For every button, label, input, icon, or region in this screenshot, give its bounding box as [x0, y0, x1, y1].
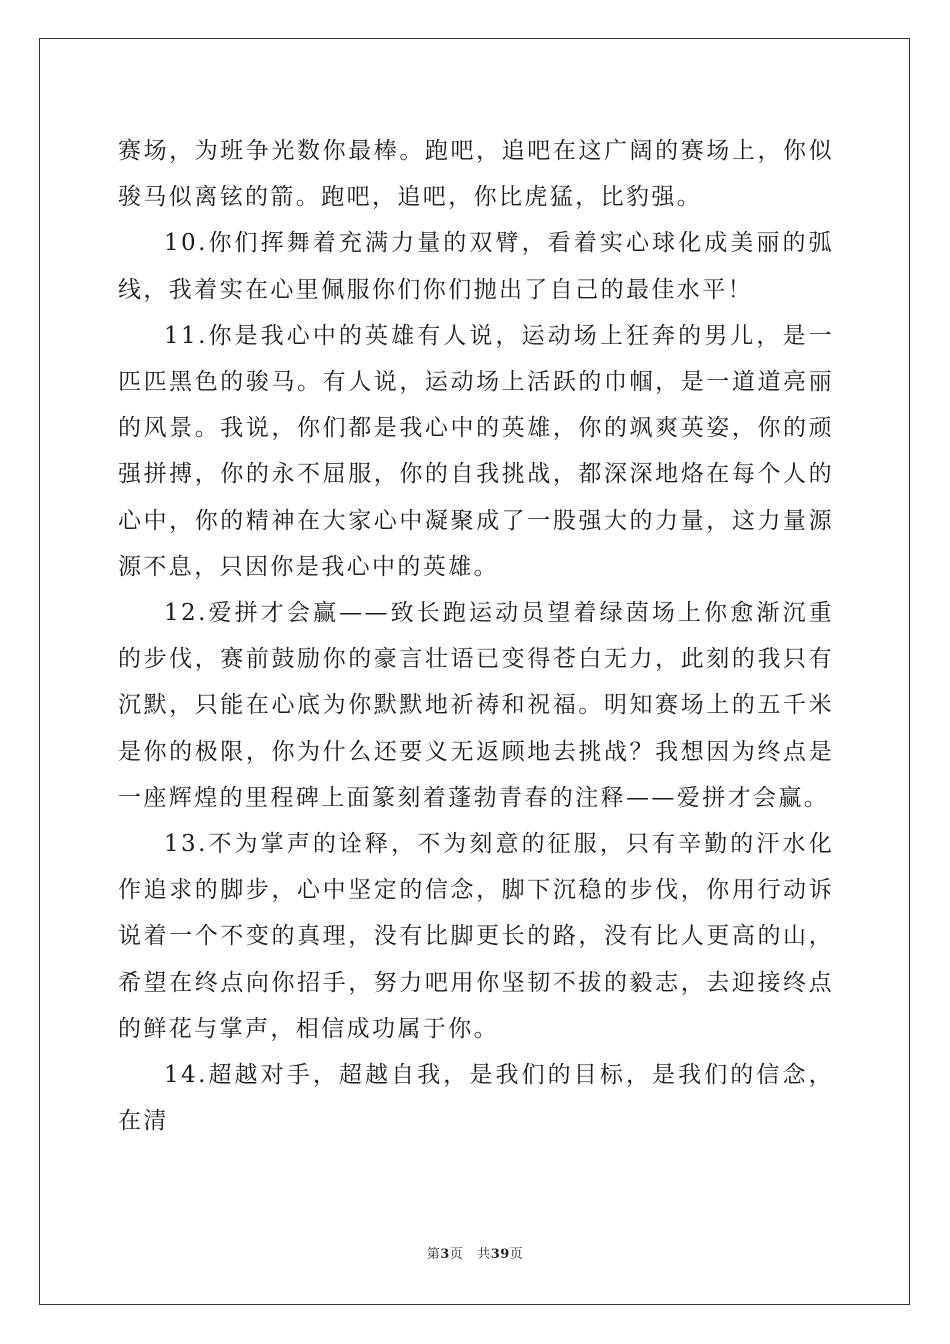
footer-page-suffix: 页 [449, 1247, 464, 1262]
footer-page-number: 3 [440, 1247, 450, 1262]
page-footer [0, 1243, 950, 1262]
document-body [118, 128, 834, 1144]
paragraph-item-12: 12.爱拼才会赢——致长跑运动员望着绿茵场上你愈渐沉重的步伐，赛前鼓励你的豪言壮语已变得苍白无力，此刻的我只有沉默，只能在心底为你默默地祈祷和祝福。明知赛场上的五千米是你的极限，你为什么还要义无返顾地去挑战？我想因为终点是一座辉煌的里程碑上面篆刻着蓬勃青春的注释——爱拼才会赢。 [118, 600, 834, 811]
paragraph-continuation: 赛场，为班争光数你最棒。跑吧，追吧在这广阔的赛场上，你似骏马似离铉的箭。跑吧，追吧，你比虎猛，比豹强。 [118, 138, 834, 211]
footer-total-pages: 39 [490, 1247, 510, 1262]
paragraph-item-13: 13.不为掌声的诠释，不为刻意的征服，只有辛勤的汗水化作追求的脚步，心中坚定的信念，脚下沉稳的步伐，你用行动诉说着一个不变的真理，没有比脚更长的路，没有比人更高的山，希望在终点向你招手，努力吧用你坚韧不拔的毅志，去迎接终点的鲜花与掌声，相信成功属于你。 [118, 831, 834, 1042]
paragraph-item-14: 14.超越对手，超越自我，是我们的目标，是我们的信念，在清 [118, 1062, 834, 1135]
footer-page-prefix: 第 [426, 1247, 441, 1262]
paragraph-item-10: 10.你们挥舞着充满力量的双臂，看着实心球化成美丽的弧线，我着实在心里佩服你们你们抛出了自己的最佳水平！ [118, 230, 834, 303]
footer-total-prefix: 共 [477, 1247, 491, 1262]
paragraph-item-11: 11.你是我心中的英雄有人说，运动场上狂奔的男儿，是一匹匹黑色的骏马。有人说，运动场上活跃的巾帼，是一道道亮丽的风景。我说，你们都是我心中的英雄，你的飒爽英姿，你的顽强拼搏，你的永不屈服，你的自我挑战，都深深地烙在每个人的心中，你的精神在大家心中凝聚成了一股强大的力量，这力量源源不息，只因你是我心中的英雄。 [118, 322, 834, 580]
footer-total-suffix: 页 [509, 1247, 524, 1262]
